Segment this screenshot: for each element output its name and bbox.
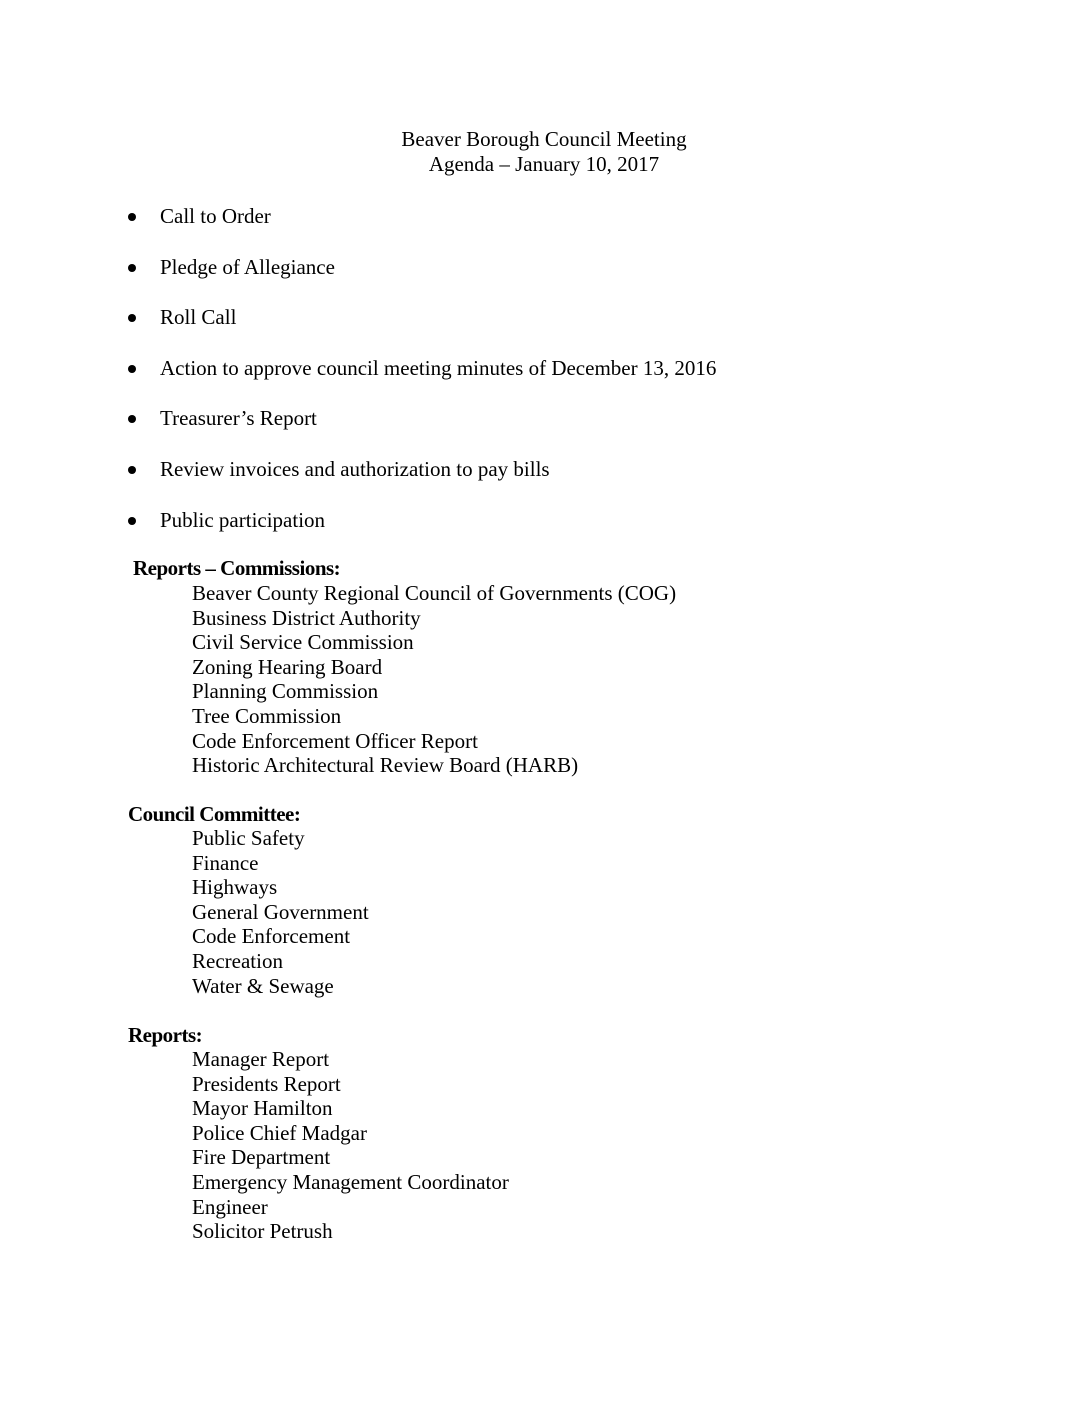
list-item: Solicitor Petrush — [192, 1219, 333, 1244]
agenda-item — [128, 253, 716, 304]
list-item: Emergency Management Coordinator — [192, 1169, 509, 1194]
list-item: Highways — [192, 875, 278, 900]
document-subtitle: Agenda – January 10, 2017 — [428, 152, 660, 176]
list-item: Tree Commission — [192, 703, 342, 728]
list-item: Mayor Hamilton — [192, 1096, 333, 1121]
council-committee-list — [192, 826, 369, 998]
list-item: Beaver County Regional Council of Governments (COG) — [192, 581, 677, 605]
bullet-icon — [128, 264, 136, 272]
list-item: Finance — [192, 850, 259, 875]
council-committee-heading: Council Committee: — [128, 802, 301, 826]
agenda-item-label: Public participation — [160, 507, 326, 532]
list-item: Water & Sewage — [192, 973, 334, 998]
list-item: Business District Authority — [192, 605, 421, 630]
agenda-item-label: Treasurer’s Report — [160, 406, 317, 431]
list-item: Planning Commission — [192, 679, 379, 704]
list-item: Code Enforcement — [192, 924, 351, 949]
list-item: Civil Service Commission — [192, 630, 414, 655]
bullet-icon — [128, 213, 136, 221]
commissions-heading: Reports – Commissions: — [133, 556, 341, 580]
agenda-item-label: Call to Order — [160, 204, 271, 228]
reports-list — [192, 1047, 509, 1244]
agenda-item — [128, 404, 716, 455]
list-item: Recreation — [192, 948, 283, 973]
bullet-icon — [128, 517, 136, 525]
document-header — [0, 127, 1088, 177]
bullet-icon — [128, 365, 136, 373]
list-item: Engineer — [192, 1194, 268, 1219]
agenda-item — [128, 354, 716, 405]
agenda-item-label: Roll Call — [160, 305, 237, 330]
list-item: General Government — [192, 899, 369, 924]
list-item: Code Enforcement Officer Report — [192, 728, 478, 753]
agenda-item — [128, 202, 716, 253]
agenda-item-label: Pledge of Allegiance — [160, 254, 335, 279]
commissions-list — [192, 581, 676, 778]
reports-heading: Reports: — [128, 1023, 203, 1047]
agenda-item — [128, 303, 716, 354]
agenda-item — [128, 506, 716, 557]
document-title: Beaver Borough Council Meeting — [401, 127, 687, 151]
list-item: Zoning Hearing Board — [192, 654, 383, 679]
list-item: Manager Report — [192, 1047, 330, 1071]
bullet-icon — [128, 466, 136, 474]
bullet-icon — [128, 314, 136, 322]
agenda-bullet-list — [128, 202, 716, 556]
list-item: Historic Architectural Review Board (HARB) — [192, 753, 579, 778]
list-item: Police Chief Madgar — [192, 1120, 367, 1145]
list-item: Public Safety — [192, 826, 305, 850]
list-item: Fire Department — [192, 1145, 331, 1170]
bullet-icon — [128, 415, 136, 423]
agenda-item-label: Action to approve council meeting minutes of December 13, 2016 — [160, 355, 717, 380]
list-item: Presidents Report — [192, 1071, 341, 1096]
agenda-item-label: Review invoices and authorization to pay bills — [160, 456, 550, 481]
agenda-item — [128, 455, 716, 506]
